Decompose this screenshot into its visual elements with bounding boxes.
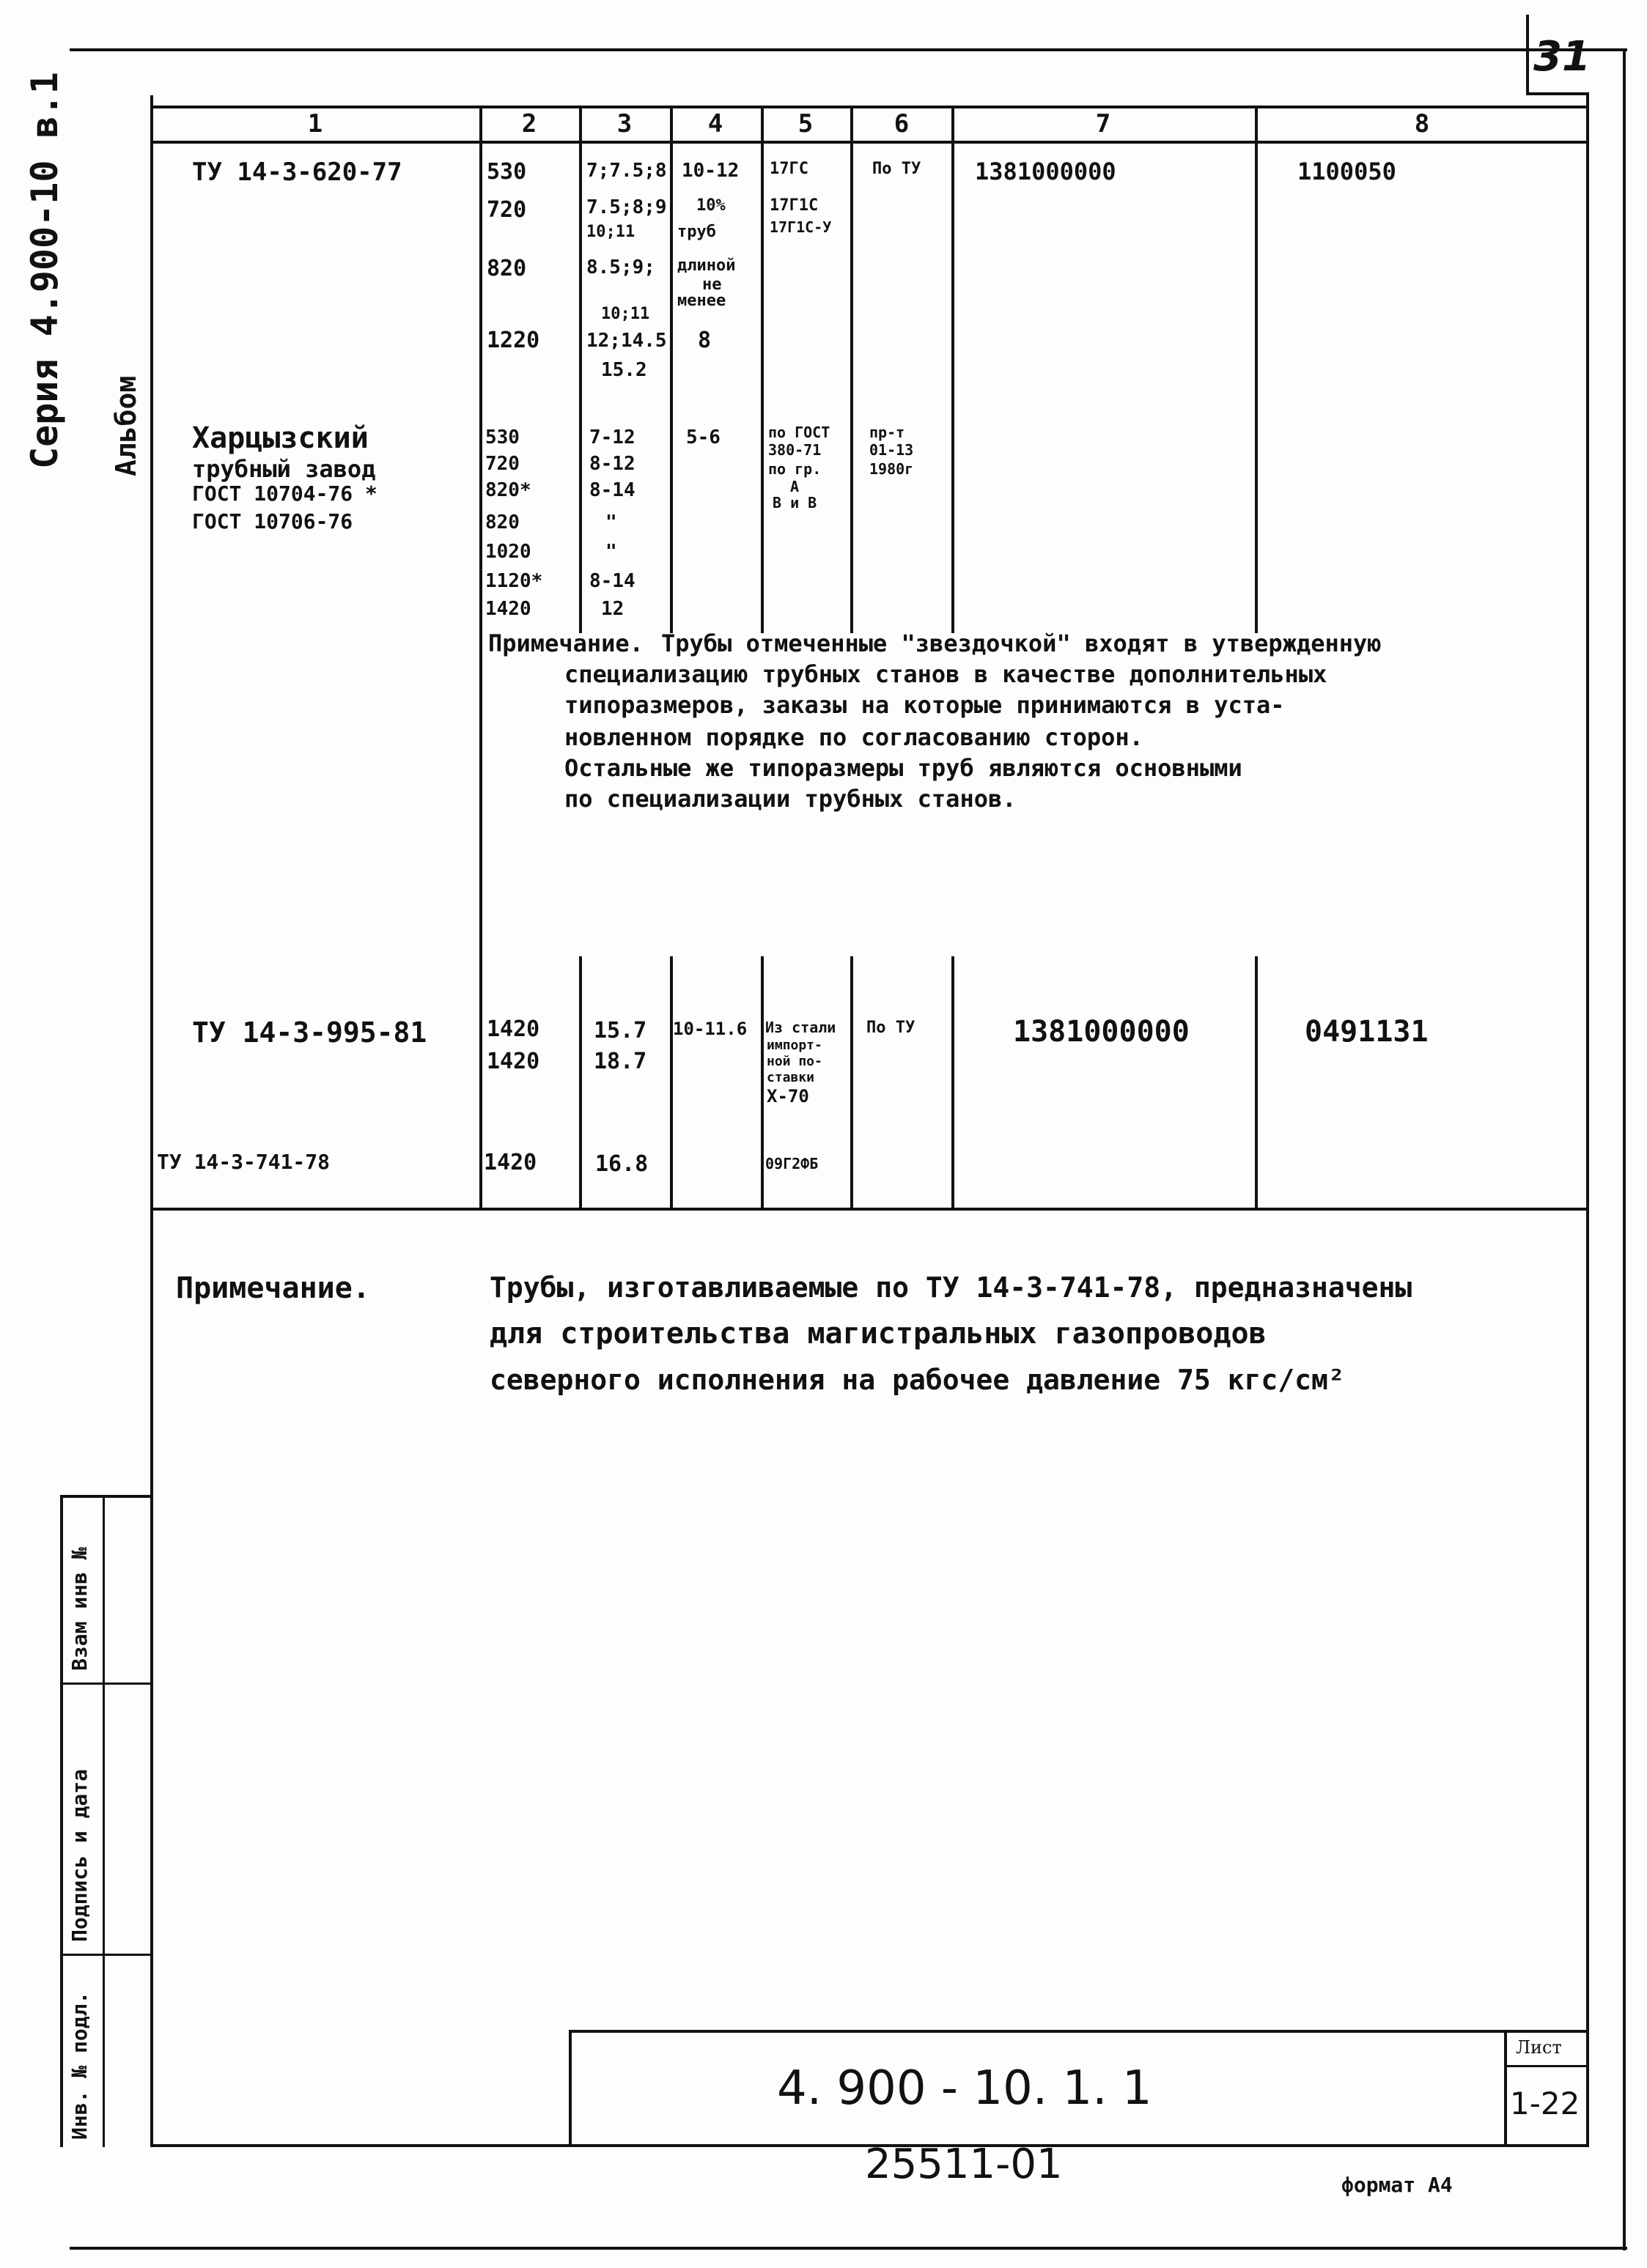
spec-tu-14-3-995-81: ТУ 14-3-995-81 (192, 1016, 427, 1049)
corner-box-bottom (1526, 92, 1589, 95)
b2-diameter-6: 1120* (485, 570, 543, 592)
b3-code-2: 0491131 (1305, 1015, 1429, 1049)
note1-line-4: новленном порядке по согласованию сторон. (564, 723, 1143, 751)
col-number-1: 1 (307, 109, 323, 138)
b2-delivery-3: 1980г (869, 460, 914, 478)
col-divider-2b (579, 956, 582, 1209)
side-stamp-div2 (60, 1954, 153, 1956)
b2-wall-5: " (605, 541, 617, 563)
b1-length-7: 8 (698, 328, 712, 353)
b1-length-4: длиной (677, 256, 736, 275)
col-number-3: 3 (616, 109, 633, 138)
b1-wall-5: 10;11 (601, 305, 650, 323)
b1-length-6: менее (677, 292, 726, 310)
b2-steel-2: 380-71 (768, 441, 822, 459)
b1-delivery: По ТУ (872, 160, 921, 178)
b2-steel-3: по гр. (768, 460, 822, 478)
col-number-4: 4 (707, 109, 723, 138)
col-divider-5b (850, 956, 853, 1209)
b2-steel-1: по ГОСТ (768, 424, 830, 441)
b3-code-1: 1381000000 (1013, 1015, 1190, 1049)
b3-steel-5: Х-70 (767, 1086, 809, 1107)
b1-steel-2: 17Г1С (770, 196, 819, 215)
title-block-left (569, 2030, 572, 2147)
footnote-line-3: северного исполнения на рабочее давление 75 кгс/см² (490, 1364, 1345, 1396)
b2-diameter-4: 820 (485, 511, 520, 533)
sheet-label: Лист (1516, 2037, 1562, 2058)
b2-delivery-2: 01-13 (869, 441, 914, 459)
b2-plant-name: Харцызский (192, 421, 369, 455)
b1-wall-6: 12;14.5 (586, 330, 667, 352)
col-divider-6 (951, 106, 954, 633)
col-number-5: 5 (797, 109, 814, 138)
b2-wall-4: " (605, 511, 617, 533)
b1-length-3: труб (677, 223, 716, 241)
col-number-7: 7 (1095, 109, 1111, 138)
b1-length-5: не (702, 276, 722, 294)
col-number-2: 2 (521, 109, 537, 138)
title-block-top (569, 2030, 1589, 2033)
b1-diameter-4: 1220 (487, 328, 540, 353)
note1-line-2: специализацию трубных станов в качестве дополнительных (564, 660, 1327, 688)
format-label: формат А4 (1341, 2173, 1453, 2197)
col-divider-6b (951, 956, 954, 1209)
page-border-bottom (70, 2247, 1627, 2250)
b2-diameter-3: 820* (485, 479, 531, 501)
b2-steel-5: В и В (773, 494, 817, 511)
b3-wall-2: 18.7 (594, 1049, 647, 1074)
b1-length-2: 10% (696, 196, 726, 215)
note1-label: Примечание. (488, 629, 644, 657)
side-stamp-top (60, 1495, 153, 1498)
b3-wall-1: 15.7 (594, 1018, 647, 1043)
sheet-number: 1-22 (1510, 2086, 1580, 2121)
b3-delivery: По ТУ (866, 1019, 915, 1037)
b1-length-1: 10-12 (682, 160, 740, 182)
title-block-sheet-div (1504, 2030, 1507, 2147)
inventory-number: 25511-01 (865, 2140, 1063, 2188)
b1-diameter-3: 820 (487, 256, 527, 281)
b1-wall-1: 7;7.5;8 (586, 160, 667, 182)
b3-length: 10-11.6 (673, 1019, 748, 1039)
b1-wall-7: 15.2 (601, 359, 647, 381)
b1-code-2: 1100050 (1297, 158, 1396, 185)
b1-steel-3: 17Г1С-У (770, 218, 832, 236)
table-bottom (150, 1208, 1589, 1211)
b3-steel-3: ной по- (767, 1054, 822, 1069)
corner-page-number: 31 (1533, 33, 1591, 81)
b2-wall-7: 12 (601, 598, 624, 620)
spec-tu-14-3-620-77: ТУ 14-3-620-77 (192, 158, 402, 187)
side-stamp-field-1: Взам инв № (67, 1547, 92, 1671)
footnote-line-2: для строительства магистральных газопроводов (490, 1317, 1267, 1351)
col-divider-4b (761, 956, 764, 1209)
note1-line-6: по специализации трубных станов. (564, 785, 1017, 813)
col-divider-5 (850, 106, 853, 633)
b1-code-1: 1381000000 (975, 158, 1116, 185)
col-divider-7b (1255, 956, 1258, 1209)
b2-delivery-1: пр-т (869, 424, 905, 441)
b3-steel-1: Из стали (765, 1019, 836, 1036)
side-stamp-field-3: Инв. № подл. (67, 1991, 92, 2140)
side-stamp-left (60, 1495, 63, 2147)
b3-diameter-1: 1420 (487, 1016, 540, 1042)
b2-steel-4: А (790, 478, 800, 495)
b1-wall-3: 10;11 (586, 223, 635, 241)
col-divider-2 (579, 106, 582, 633)
b1-wall-4: 8.5;9; (586, 256, 655, 278)
b2-diameter-7: 1420 (485, 598, 531, 620)
page-border-right (1623, 48, 1626, 2250)
footnote-line-1: Трубы, изготавливаемые по ТУ 14-3-741-78, предназначены (490, 1271, 1412, 1304)
b2-wall-1: 7-12 (589, 426, 635, 448)
col-divider-3 (670, 106, 673, 633)
album-label: Альбом (110, 375, 142, 476)
b2-diameter-2: 720 (485, 453, 520, 475)
b1-diameter-1: 530 (487, 159, 527, 185)
b2-diameter-5: 1020 (485, 541, 531, 563)
b1-wall-2: 7.5;8;9 (586, 196, 667, 218)
col-divider-1 (479, 106, 482, 1209)
col-divider-7 (1255, 106, 1258, 633)
table-top (150, 106, 1589, 108)
b2-gost-2: ГОСТ 10706-76 (192, 509, 353, 533)
b2-plant-sub: трубный завод (192, 455, 376, 483)
corner-box-left (1526, 15, 1529, 95)
note1-line-5: Остальные же типоразмеры труб являются основными (564, 754, 1242, 782)
b3-steel-2: импорт- (767, 1038, 822, 1053)
b2-diameter-1: 530 (485, 426, 520, 448)
title-block-sheet-hdiv (1504, 2065, 1589, 2067)
footnote-label: Примечание. (176, 1271, 370, 1305)
note1-line-3: типоразмеров, заказы на которые принимаются в уста- (564, 691, 1285, 719)
spec-tu-14-3-741-78: ТУ 14-3-741-78 (157, 1150, 331, 1174)
b2-length: 5-6 (686, 426, 721, 448)
b1-steel-1: 17ГС (770, 160, 808, 178)
note1-line-1: Трубы отмеченные "звездочкой" входят в утвержденную (661, 629, 1382, 657)
frame-right (1586, 95, 1589, 2147)
table-header-bottom (150, 141, 1589, 144)
side-stamp-div1 (60, 1682, 153, 1685)
b1-diameter-2: 720 (487, 197, 527, 223)
b2-wall-3: 8-14 (589, 479, 635, 501)
frame-left (150, 95, 153, 2147)
b3-steel-4: ставки (767, 1070, 815, 1085)
col-number-8: 8 (1414, 109, 1430, 138)
col-divider-3b (670, 956, 673, 1209)
col-divider-4 (761, 106, 764, 633)
b4-wall: 16.8 (595, 1151, 649, 1177)
page-border-top (70, 48, 1627, 51)
b2-wall-2: 8-12 (589, 453, 635, 475)
designation: 4. 900 - 10. 1. 1 (777, 2061, 1152, 2116)
side-stamp-inner (103, 1495, 105, 2147)
b4-diameter: 1420 (484, 1150, 537, 1175)
b2-wall-6: 8-14 (589, 570, 635, 592)
series-label: Серия 4.900-10 в.1 (23, 72, 66, 469)
col-number-6: 6 (893, 109, 910, 138)
b3-diameter-2: 1420 (487, 1049, 540, 1074)
b4-steel: 09Г2ФБ (765, 1155, 819, 1172)
b2-gost-1: ГОСТ 10704-76 * (192, 481, 377, 506)
side-stamp-field-2: Подпись и дата (67, 1768, 92, 1942)
